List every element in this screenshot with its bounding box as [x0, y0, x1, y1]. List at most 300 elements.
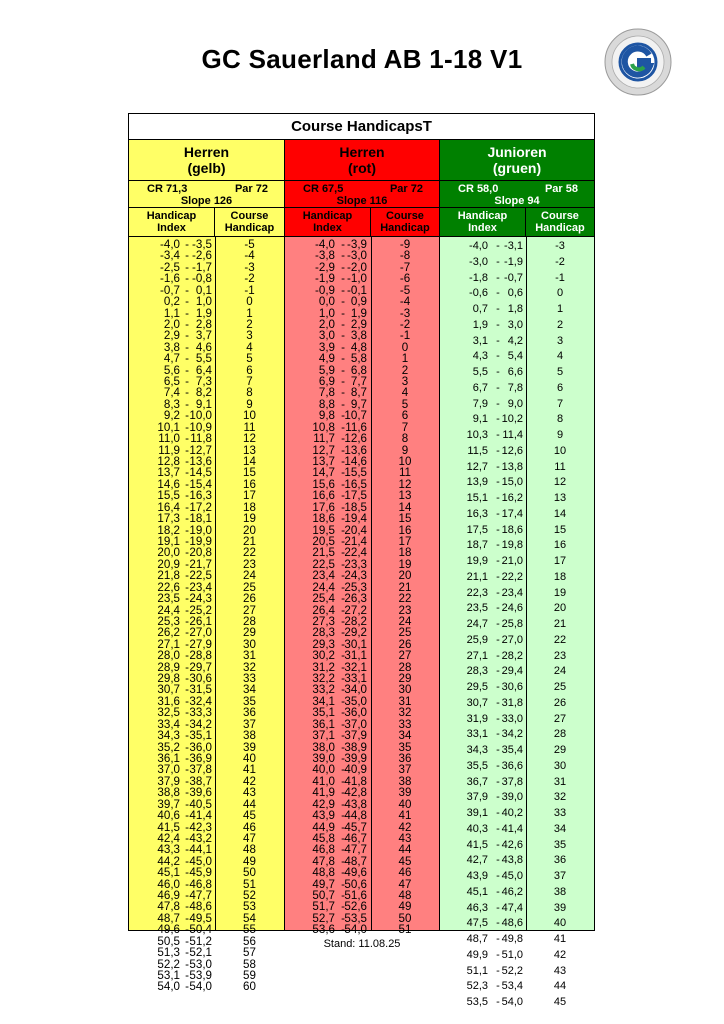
hi-to: 4,8 — [350, 340, 367, 354]
hi-from: 49,9 — [466, 948, 488, 961]
course-handicap: 22 — [398, 592, 412, 606]
hi-from: 38,0 — [312, 740, 335, 754]
hi-to: 10,7 — [344, 409, 367, 423]
course-handicap: 42 — [553, 948, 567, 961]
course-handicap: 29 — [398, 672, 412, 686]
hi-from: 30,2 — [312, 649, 335, 663]
range-dash: - — [185, 443, 189, 457]
hi-to: 25,3 — [344, 580, 367, 594]
hi-to: 54,0 — [501, 996, 523, 1008]
course-handicap: 27 — [243, 603, 256, 617]
hi-from: 18,7 — [466, 539, 488, 552]
hi-from: 45,1 — [157, 866, 180, 880]
course-handicap: 14 — [553, 507, 567, 520]
hi-to: 52,2 — [501, 964, 523, 977]
hi-to: 22,5 — [189, 569, 212, 583]
hi-to: 2,8 — [195, 317, 212, 331]
hi-from: 16,4 — [157, 500, 180, 514]
course-handicap: 39 — [398, 786, 412, 800]
range-dash: - — [496, 649, 500, 662]
hi-to: 36,0 — [344, 706, 367, 720]
hi-to: 33,3 — [189, 706, 212, 720]
table-row — [440, 995, 594, 1011]
hi-from: 20,9 — [157, 557, 180, 571]
course-handicap: 45 — [553, 996, 567, 1008]
course-handicap: 39 — [553, 901, 567, 914]
range-dash: - — [185, 786, 189, 800]
hi-from: 29,8 — [157, 672, 180, 686]
hi-to: 52,1 — [189, 946, 212, 960]
hi-from: 52,2 — [157, 957, 180, 971]
hi-to: 6,4 — [195, 363, 212, 377]
course-handicap: 18 — [243, 500, 256, 514]
hi-to: 44,8 — [344, 809, 367, 823]
hi-from: 35,2 — [157, 740, 180, 754]
hi-to: 39,6 — [189, 786, 212, 800]
course-handicap: 35 — [553, 838, 567, 851]
course-handicap: 8 — [556, 413, 564, 426]
hi-from: 4,9 — [318, 352, 335, 366]
hi-from: -1,8 — [469, 271, 488, 284]
hi-to: 17,2 — [189, 500, 212, 514]
course-handicap: 53 — [243, 900, 256, 914]
slope: Slope 126 — [180, 195, 233, 207]
column-header — [440, 140, 594, 181]
course-handicap: -2 — [244, 272, 255, 286]
hi-to: 11,6 — [345, 420, 367, 434]
range-dash: - — [185, 820, 189, 834]
range-dash: - — [341, 831, 345, 845]
hi-from: 27,3 — [312, 614, 335, 628]
hi-to: 7,3 — [195, 375, 212, 389]
hi-from: 51,1 — [466, 964, 488, 977]
hi-from: 20,0 — [157, 546, 180, 560]
range-dash: - — [496, 381, 500, 394]
hi-from: 6,9 — [318, 375, 335, 389]
hi-from: 11,7 — [313, 432, 335, 446]
hi-to: 42,6 — [501, 838, 523, 851]
range-dash: - — [185, 557, 189, 571]
table-row — [285, 296, 439, 307]
hi-from: 34,1 — [312, 694, 335, 708]
hi-to: 53,0 — [189, 957, 212, 971]
range-dash: - — [341, 432, 345, 446]
par: Par 72 — [234, 183, 268, 195]
range-dash: - — [341, 306, 345, 320]
hi-to: 31,8 — [501, 696, 523, 709]
range-dash: - — [496, 507, 500, 520]
range-dash: - — [496, 460, 500, 473]
hi-to: 14,5 — [189, 466, 212, 480]
table-row — [440, 381, 594, 397]
hi-to: 53,4 — [501, 980, 523, 993]
hi-to: 45,0 — [189, 854, 212, 868]
hi-from: 47,8 — [157, 900, 180, 914]
hi-to: 37,8 — [501, 775, 523, 788]
hi-to: 5,5 — [195, 352, 212, 366]
course-handicap: 19 — [398, 557, 412, 571]
hi-from: 49,7 — [312, 877, 335, 891]
hi-to: 4,2 — [507, 334, 523, 347]
course-handicap: 49 — [398, 900, 412, 914]
range-dash: - — [341, 352, 345, 366]
range-dash: - — [341, 477, 345, 491]
course-handicap: 34 — [398, 729, 412, 743]
hi-to: 13,6 — [189, 455, 212, 469]
table-row — [129, 730, 284, 741]
column-tee: (gruen) — [492, 160, 542, 176]
hi-from: 17,5 — [466, 523, 488, 536]
range-dash: - — [185, 569, 189, 583]
table-row — [129, 353, 284, 364]
hi-from: 52,7 — [312, 911, 335, 925]
hi-to: 34,2 — [189, 717, 212, 731]
table-row — [285, 433, 439, 444]
hi-to: 36,9 — [189, 751, 212, 765]
column-name: Herren — [339, 144, 385, 160]
table-row — [129, 433, 284, 444]
hi-from: 3,8 — [163, 340, 180, 354]
course-handicap: 50 — [398, 911, 412, 925]
hi-from: 49,6 — [157, 923, 180, 937]
hi-from: 10,3 — [466, 429, 488, 441]
hi-from: 19,5 — [312, 523, 335, 537]
hi-to: -1,7 — [192, 260, 212, 274]
course-handicap: 11 — [243, 420, 256, 434]
course-handicap: 36 — [553, 854, 567, 867]
hi-from: 51,3 — [157, 946, 180, 960]
hi-from: 6,7 — [472, 381, 488, 394]
hi-to: 23,4 — [501, 586, 523, 599]
course-handicap: 18 — [398, 546, 412, 560]
range-dash: - — [341, 592, 345, 606]
hi-to: 36,0 — [189, 740, 212, 754]
table-row — [129, 787, 284, 798]
range-dash: - — [341, 523, 345, 537]
hi-from: 27,1 — [157, 637, 180, 651]
hi-to: 18,1 — [189, 512, 212, 526]
course-handicap: 14 — [243, 455, 256, 469]
hi-to: 25,8 — [501, 618, 523, 630]
range-dash: - — [341, 889, 345, 903]
hi-to: 54,0 — [344, 923, 367, 937]
table-row — [440, 885, 594, 901]
table-row — [440, 570, 594, 586]
table-row — [440, 775, 594, 791]
range-dash: - — [185, 603, 189, 617]
range-dash: - — [496, 996, 500, 1008]
course-handicap: 44 — [398, 843, 412, 857]
hi-from: 28,0 — [157, 649, 180, 663]
hi-from: 18,2 — [157, 523, 180, 537]
range-dash: - — [341, 751, 345, 765]
range-dash: - — [341, 363, 345, 377]
course-handicap: 12 — [243, 432, 256, 446]
hi-from: -0,6 — [469, 287, 488, 300]
hi-from: 11,9 — [158, 443, 180, 457]
hi-from: 50,5 — [157, 934, 180, 948]
column-junioren-gruen — [440, 140, 594, 1008]
hi-from: 42,4 — [157, 831, 180, 845]
course-handicap: 9 — [556, 429, 564, 441]
range-dash: - — [185, 249, 189, 263]
range-dash: - — [341, 569, 345, 583]
table-row — [440, 806, 594, 822]
hi-to: 40,9 — [344, 763, 367, 777]
hi-from: 26,2 — [157, 626, 180, 640]
hi-to: 52,6 — [344, 900, 367, 914]
hi-from: 46,9 — [157, 889, 180, 903]
range-dash: - — [341, 603, 345, 617]
hi-to: 8,2 — [195, 386, 212, 400]
course-handicap: 20 — [398, 569, 412, 583]
hi-to: 10,9 — [189, 420, 212, 434]
course-handicap: 60 — [243, 980, 256, 994]
hi-to: 12,6 — [501, 444, 523, 457]
hi-from: 53,1 — [157, 969, 180, 982]
course-handicap: 4 — [401, 386, 409, 400]
course-handicap: 17 — [243, 489, 256, 503]
hi-to: 9,1 — [195, 397, 212, 411]
hi-from: 52,3 — [466, 980, 488, 993]
course-handicap: 5 — [401, 397, 409, 411]
hi-to: 1,9 — [195, 306, 212, 320]
hi-to: -0,8 — [192, 272, 212, 286]
hi-to: 50,6 — [344, 877, 367, 891]
hi-to: 47,7 — [189, 889, 212, 903]
table-row — [129, 593, 284, 604]
range-dash: - — [496, 444, 500, 457]
course-handicap: -4 — [399, 295, 411, 309]
course-rating: CR 71,3 — [147, 183, 188, 195]
course-handicap: 30 — [398, 683, 412, 697]
hi-from: 46,0 — [157, 877, 180, 891]
table-row — [440, 475, 594, 491]
course-handicap: 7 — [246, 375, 253, 389]
range-dash: - — [185, 969, 189, 982]
range-dash: - — [496, 240, 500, 252]
range-dash: - — [185, 375, 189, 389]
range-dash: - — [185, 489, 189, 503]
course-handicap: 51 — [398, 923, 412, 937]
table-row — [440, 255, 594, 271]
hi-from: 41,0 — [312, 774, 335, 788]
range-dash: - — [496, 618, 500, 630]
range-dash: - — [341, 329, 345, 343]
hi-to: 11,4 — [502, 429, 523, 441]
course-handicap: 26 — [243, 592, 256, 606]
table-row — [285, 707, 439, 718]
hi-from: 15,6 — [312, 477, 335, 491]
course-handicap: 10 — [243, 409, 256, 423]
range-dash: - — [496, 870, 500, 882]
range-dash: - — [341, 238, 345, 251]
table-row — [440, 302, 594, 318]
hi-label: Handicap Index — [129, 208, 215, 236]
hi-to: 41,4 — [189, 809, 212, 823]
table-row — [440, 727, 594, 743]
hi-to: -3,5 — [192, 238, 212, 251]
hi-from: 5,9 — [318, 363, 335, 377]
hi-from: 36,1 — [312, 717, 335, 731]
table-row — [440, 523, 594, 539]
hi-to: 51,6 — [344, 889, 367, 903]
table-title: Course HandicapsT — [129, 114, 594, 140]
table-row — [440, 412, 594, 428]
hi-from: 42,9 — [312, 797, 335, 811]
hi-from: 34,3 — [466, 744, 488, 756]
course-handicap: 31 — [243, 649, 256, 663]
range-dash: - — [341, 774, 345, 788]
hi-from: 40,3 — [466, 822, 488, 835]
hi-from: 0,2 — [163, 295, 180, 309]
range-dash: - — [185, 397, 189, 411]
hi-from: 30,7 — [466, 696, 488, 709]
range-dash: - — [185, 683, 189, 697]
course-handicap: 11 — [398, 466, 412, 480]
range-dash: - — [341, 340, 345, 354]
hi-from: 24,4 — [312, 580, 335, 594]
table-row — [440, 680, 594, 696]
hi-to: -3,0 — [347, 249, 367, 263]
course-handicap: 0 — [401, 340, 409, 354]
course-handicap: 8 — [401, 432, 409, 446]
hi-from: 40,0 — [312, 763, 335, 777]
range-dash: - — [496, 854, 500, 867]
hi-from: 22,3 — [466, 586, 488, 599]
hi-from: 29,5 — [466, 681, 488, 693]
range-dash: - — [185, 809, 189, 823]
range-dash: - — [185, 740, 189, 754]
range-dash: - — [341, 512, 345, 526]
range-dash: - — [341, 386, 345, 400]
hi-to: 48,6 — [189, 900, 212, 914]
range-dash: - — [341, 786, 345, 800]
course-handicap: 12 — [553, 476, 567, 489]
hi-to: 29,4 — [501, 665, 523, 678]
range-dash: - — [185, 900, 189, 914]
table-row — [440, 822, 594, 838]
table-row — [285, 273, 439, 284]
course-handicap: 3 — [401, 375, 409, 389]
hi-from: 16,3 — [466, 507, 488, 520]
hi-to: 37,9 — [344, 729, 367, 743]
course-handicap: 10 — [553, 444, 567, 457]
hi-to: 16,5 — [344, 477, 367, 491]
hi-from: 4,3 — [472, 350, 488, 363]
range-dash: - — [185, 774, 189, 788]
course-handicap: 13 — [398, 489, 412, 503]
range-dash: - — [496, 964, 500, 977]
column-herren-gelb — [129, 140, 285, 994]
range-dash: - — [185, 946, 189, 960]
course-handicap: 46 — [243, 820, 256, 834]
range-dash: - — [185, 889, 189, 903]
hi-from: 46,3 — [466, 901, 488, 914]
range-dash: - — [185, 831, 189, 845]
table-row — [440, 869, 594, 885]
hi-from: 37,9 — [466, 791, 488, 804]
range-dash: - — [185, 672, 189, 686]
hi-from: 28,9 — [157, 660, 180, 674]
hi-to: 29,7 — [189, 660, 212, 674]
course-handicap: 1 — [556, 303, 564, 315]
table-row — [129, 513, 284, 524]
course-handicap: 31 — [553, 775, 567, 788]
hi-to: 12,6 — [344, 432, 367, 446]
table-row — [285, 810, 439, 821]
course-handicap: 9 — [401, 443, 409, 457]
hi-from: 48,7 — [466, 933, 488, 945]
hi-to: 1,0 — [195, 295, 212, 309]
hi-from: 1,9 — [472, 318, 488, 331]
range-dash: - — [185, 694, 189, 708]
hi-from: 14,6 — [157, 477, 180, 491]
course-handicap: 32 — [553, 791, 567, 804]
hi-to: -1,9 — [504, 255, 523, 268]
range-dash: - — [341, 534, 345, 548]
course-handicap: 4 — [246, 340, 253, 354]
range-dash: - — [185, 420, 189, 434]
hi-from: -1,6 — [160, 272, 180, 286]
hi-from: 25,4 — [312, 592, 335, 606]
hi-to: 13,8 — [501, 460, 523, 473]
range-dash: - — [341, 843, 345, 857]
course-handicap: 48 — [243, 843, 256, 857]
course-handicap: 27 — [398, 649, 412, 663]
hi-from: 4,7 — [163, 352, 180, 366]
course-handicap: 36 — [243, 706, 256, 720]
course-handicap: 6 — [401, 409, 409, 423]
hi-to: 50,4 — [189, 923, 212, 937]
range-dash: - — [185, 283, 189, 297]
hi-to: 34,0 — [344, 683, 367, 697]
course-handicap: 4 — [556, 350, 564, 363]
hi-to: -3,1 — [504, 240, 523, 252]
table-row — [285, 650, 439, 661]
table-row — [440, 538, 594, 554]
table-row — [440, 633, 594, 649]
range-dash: - — [185, 477, 189, 491]
hi-from: 17,3 — [157, 512, 180, 526]
hi-to: 47,7 — [344, 843, 367, 857]
course-handicap: 45 — [243, 809, 256, 823]
hi-to: 20,8 — [189, 546, 212, 560]
range-dash: - — [341, 489, 345, 503]
slope: Slope 116 — [336, 195, 388, 207]
range-dash: - — [341, 466, 345, 480]
hi-from: 25,9 — [466, 633, 488, 646]
range-dash: - — [341, 443, 345, 457]
course-handicap: 10 — [398, 455, 412, 469]
table-row — [440, 853, 594, 869]
range-dash: - — [496, 933, 500, 945]
course-handicap: 26 — [553, 696, 567, 709]
hi-to: 28,2 — [344, 614, 367, 628]
course-handicap: 0 — [556, 287, 564, 300]
hi-from: -0,9 — [315, 283, 335, 297]
hi-to: 43,2 — [189, 831, 212, 845]
table-row — [440, 601, 594, 617]
hi-to: 49,5 — [189, 911, 212, 925]
hi-to: 30,6 — [189, 672, 212, 686]
hi-to: 45,7 — [344, 820, 367, 834]
hi-to: 43,8 — [501, 854, 523, 867]
range-dash: - — [185, 923, 189, 937]
hi-from: 31,6 — [157, 694, 180, 708]
hi-to: 46,2 — [501, 885, 523, 898]
course-rating-box — [285, 181, 439, 208]
